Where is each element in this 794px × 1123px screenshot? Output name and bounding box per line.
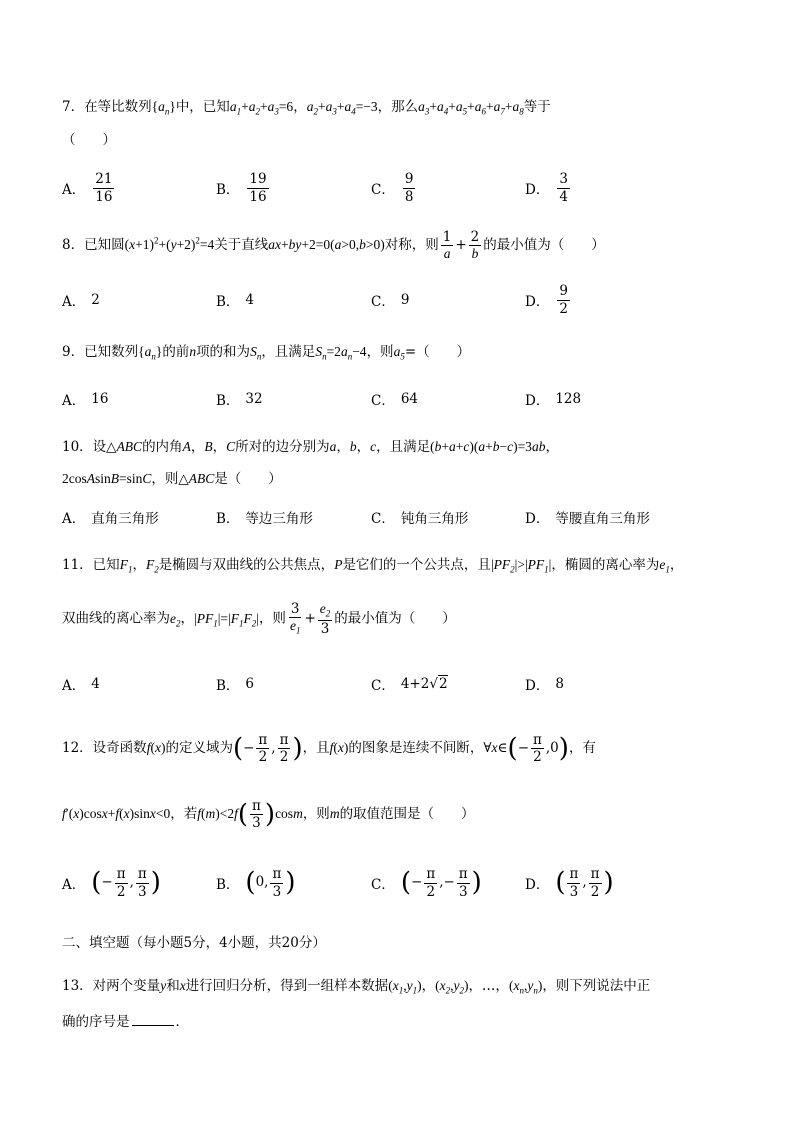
question-8-options [62, 276, 762, 324]
question-10-stem-1: 10．设△ABC的内角A，B，C所对的边分别为a，b，c，且满足(b+a+c)(a+b−c)=3ab， [62, 439, 559, 455]
option-b[interactable]: B． (0, $\frac{\pi}{3}$ ) [216, 866, 296, 900]
question-13-stem-1: 13．对两个变量y和x进行回归分析，得到一组样本数据$(x_1,y_1)$，$(x_2,y_2)$，…，$(x_n,y_n)$，则下列说法中正 [62, 978, 651, 996]
option-c[interactable]: C． 4+2√2 [371, 676, 448, 694]
fraction: $\frac{3}{4}$ [559, 171, 568, 205]
question-7-paren: （ ） [62, 132, 116, 148]
option-c[interactable]: C． 钝角三角形 [371, 511, 469, 527]
option-a[interactable]: A． $\frac{21}{16}$ [62, 171, 113, 205]
question-10-stem-2: 2cosAsinB=sinC，则△ABC是（ ） [62, 471, 282, 487]
option-c[interactable]: C． 9 [371, 292, 410, 310]
question-9-options [62, 375, 762, 423]
question-8-stem: 8．已知圆$(x+1)^2+(y+2)^2=4$关于直线ax+by+2=0(a>0,b>0)对称，则 $\frac{1}{a}$ + $\frac{2}{b}$ 的最小值为（ ） [62, 229, 605, 262]
question-12-stem-1: 12．设奇函数f(x)的定义域为(− $\frac{\pi}{2}$ , $\frac{\pi}{2}$ )，且f(x)的图象是连续不间断，∀x∈(− $\frac{\pi}{2}$ ,0)，有 [62, 732, 596, 766]
option-a[interactable]: A． 直角三角形 [62, 511, 159, 527]
option-a[interactable]: A． 4 [62, 676, 100, 694]
fraction: $\frac{9}{8}$ [404, 171, 414, 205]
option-c[interactable]: C． $\frac{9}{8}$ [371, 171, 414, 205]
option-b[interactable]: B． 等边三角形 [216, 511, 313, 527]
option-b[interactable]: B． 4 [216, 292, 255, 310]
option-d[interactable]: D． $\frac{3}{4}$ [525, 171, 568, 205]
question-11-options [62, 660, 762, 708]
option-c[interactable]: C． 64 [371, 391, 419, 409]
fraction: $\frac{21}{16}$ [95, 171, 113, 205]
question-7-stem: 7．在等比数列$\{a_n\}$中，已知$a_1+a_2+a_3=6$，$a_2+a_3+a_4=-3$，那么$a_3+a_4+a_5+a_6+a_7+a_8$等于 [62, 99, 551, 117]
option-c[interactable]: C． (− $\frac{\pi}{2}$ ,− $\frac{\pi}{3}$ ) [371, 866, 482, 900]
fraction: $\frac{19}{16}$ [249, 171, 267, 205]
question-12-options [62, 859, 762, 907]
question-11-stem-1: 11．已知$F_1$，$F_2$是椭圆与双曲线的公共焦点，P是它们的一个公共点，且$|PF_2|>|PF_1|$，椭圆的离心率为$e_1$， [62, 557, 684, 575]
option-d[interactable]: D． 128 [525, 391, 582, 409]
option-b[interactable]: B． 32 [216, 391, 263, 409]
question-12-stem-2: f′(x)cosx+f(x)sinx<0，若f(m)<2f( $\frac{\pi}{3}$ )cosm，则m的取值范围是（ ） [62, 798, 475, 832]
option-d[interactable]: D． ( $\frac{\pi}{3}$ , $\frac{\pi}{2}$ ) [525, 866, 614, 900]
question-10-options [62, 493, 762, 541]
option-b[interactable]: B． $\frac{19}{16}$ [216, 171, 267, 205]
option-d[interactable]: D． 等腰直角三角形 [525, 511, 650, 527]
question-13-stem-2: 确的序号是 ． [62, 1014, 189, 1030]
answer-blank[interactable] [132, 1013, 174, 1026]
option-d[interactable]: D． $\frac{9}{2}$ [525, 283, 568, 317]
question-9-stem: 9．已知数列$\{a_n\}$的前n项的和为$S_n$，且满足$S_n=2a_n-4$，则$a_5=$（ ） [62, 344, 471, 362]
option-a[interactable]: A． (− $\frac{\pi}{2}$ , $\frac{\pi}{3}$ ) [62, 866, 161, 900]
section-heading: 二、填空题（每小题5分，4小题，共20分） [62, 935, 326, 951]
question-7-options [62, 164, 762, 212]
option-b[interactable]: B． 6 [216, 676, 255, 694]
option-a[interactable]: A． 16 [62, 391, 109, 409]
option-d[interactable]: D． 8 [525, 676, 564, 694]
option-a[interactable]: A． 2 [62, 292, 100, 310]
question-11-stem-2: 双曲线的离心率为$e_2$，$|PF_1|=|F_1F_2|$，则 $\frac{3}{e_1}$ + $\frac{e_2}{3}$ 的最小值为（ ） [62, 601, 456, 638]
